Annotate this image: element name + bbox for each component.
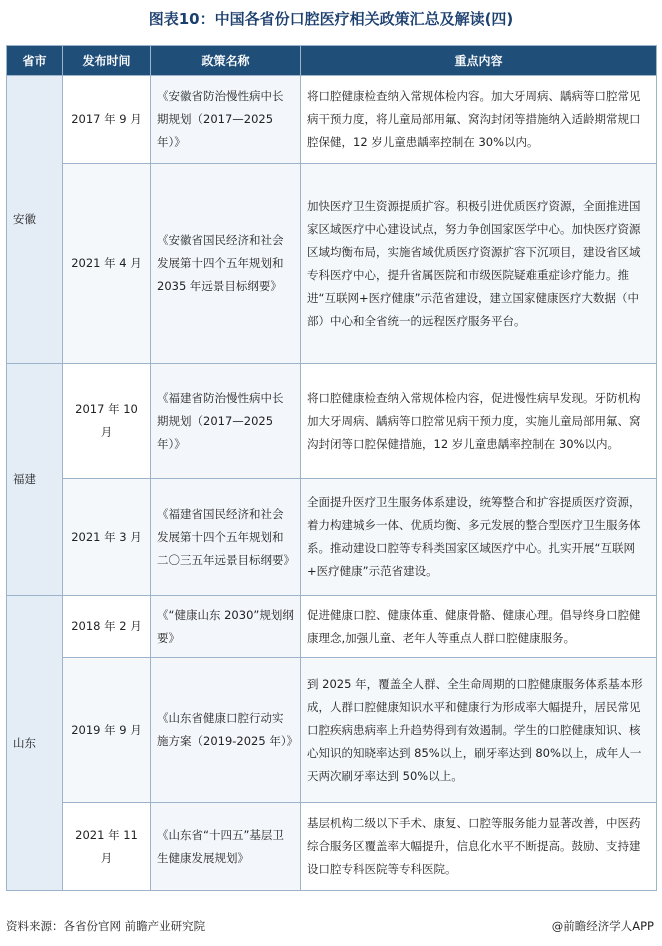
province-cell: 山东 [7, 596, 63, 891]
policy-cell: 《山东省健康口腔行动实施方案（2019-2025 年）》 [151, 658, 301, 803]
content-cell: 全面提升医疗卫生服务体系建设，统筹整合和扩容提质医疗资源，着力构建城乡一体、优质均衡、多元发展的整合型医疗卫生服务体系。推动建设口腔等专科类国家区域医疗中心。扎实开展“互联网+医疗健康”示范省建设。 [301, 479, 657, 596]
header-policy: 政策名称 [151, 46, 301, 76]
table-row [7, 164, 657, 364]
content-cell: 将口腔健康检查纳入常规体检内容。加大牙周病、龋病等口腔常见病干预力度，将儿童局部用氟、窝沟封闭等措施纳入适龄期常规口腔保健，12 岁儿童患龋率控制在 30%以内。 [301, 76, 657, 164]
policy-table [6, 45, 657, 891]
policy-cell: 《“健康山东 2030”规划纲要》 [151, 596, 301, 658]
content-cell: 促进健康口腔、健康体重、健康骨骼、健康心理。倡导终身口腔健康理念,加强儿童、老年人等重点人群口腔健康服务。 [301, 596, 657, 658]
content-cell: 加快医疗卫生资源提质扩容。积极引进优质医疗资源，全面推进国家区域医疗中心建设试点，努力争创国家医学中心。加快医疗资源区域均衡布局，实施省域优质医疗资源扩容下沉项目，建设省区域专科医疗中心，提升省属医院和市级医院疑难重症诊疗能力。推进“互联网+医疗健康”示范省建设，建立国家健康医疗大数据（中部）中心和全省统一的远程医疗服务平台。 [301, 164, 657, 364]
date-cell: 2021 年 4 月 [63, 164, 151, 364]
table-row [7, 803, 657, 891]
date-cell: 2021 年 11 月 [63, 803, 151, 891]
province-cell: 福建 [7, 364, 63, 596]
table-row [7, 479, 657, 596]
table-row [7, 76, 657, 164]
province-cell: 安徽 [7, 76, 63, 364]
date-cell: 2017 年 9 月 [63, 76, 151, 164]
date-cell: 2017 年 10 月 [63, 364, 151, 479]
policy-cell: 《安徽省防治慢性病中长期规划（2017—2025 年）》 [151, 76, 301, 164]
content-cell: 将口腔健康检查纳入常规体检内容，促进慢性病早发现。牙防机构加大牙周病、龋病等口腔常见病干预力度，实施儿童局部用氟、窝沟封闭等口腔保健措施，12 岁儿童患龋率控制在 30%以内。 [301, 364, 657, 479]
date-cell: 2019 年 9 月 [63, 658, 151, 803]
page-title: 图表10：中国各省份口腔医疗相关政策汇总及解读(四) [148, 10, 514, 28]
content-cell: 基层机构二级以下手术、康复、口腔等服务能力显著改善，中医药综合服务区覆盖率大幅提升，信息化水平不断提高。鼓励、支持建设口腔专科医院等专科医院。 [301, 803, 657, 891]
date-cell: 2021 年 3 月 [63, 479, 151, 596]
table-row [7, 364, 657, 479]
table-header-row [7, 46, 657, 76]
date-cell: 2018 年 2 月 [63, 596, 151, 658]
policy-cell: 《福建省防治慢性病中长期规划（2017—2025 年）》 [151, 364, 301, 479]
credit-note: @前瞻经济学人APP [551, 919, 654, 933]
header-date: 发布时间 [63, 46, 151, 76]
header-content: 重点内容 [301, 46, 657, 76]
table-row [7, 658, 657, 803]
content-cell: 到 2025 年，覆盖全人群、全生命周期的口腔健康服务体系基本形成，人群口腔健康知识水平和健康行为形成率大幅提升，居民常见口腔疾病患病率上升趋势得到有效遏制。学生的口腔健康知识、核心知识的知晓率达到 85%以上，刷牙率达到 80%以上，成年人一天两次刷牙率达到 50%以上。 [301, 658, 657, 803]
table-row [7, 596, 657, 658]
source-note: 资料来源：各省份官网 前瞻产业研究院 [6, 919, 206, 933]
header-province: 省市 [7, 46, 63, 76]
policy-cell: 《山东省“十四五”基层卫生健康发展规划》 [151, 803, 301, 891]
policy-cell: 《福建省国民经济和社会发展第十四个五年规划和二〇三五年远景目标纲要》 [151, 479, 301, 596]
policy-cell: 《安徽省国民经济和社会发展第十四个五年规划和 2035 年远景目标纲要》 [151, 164, 301, 364]
